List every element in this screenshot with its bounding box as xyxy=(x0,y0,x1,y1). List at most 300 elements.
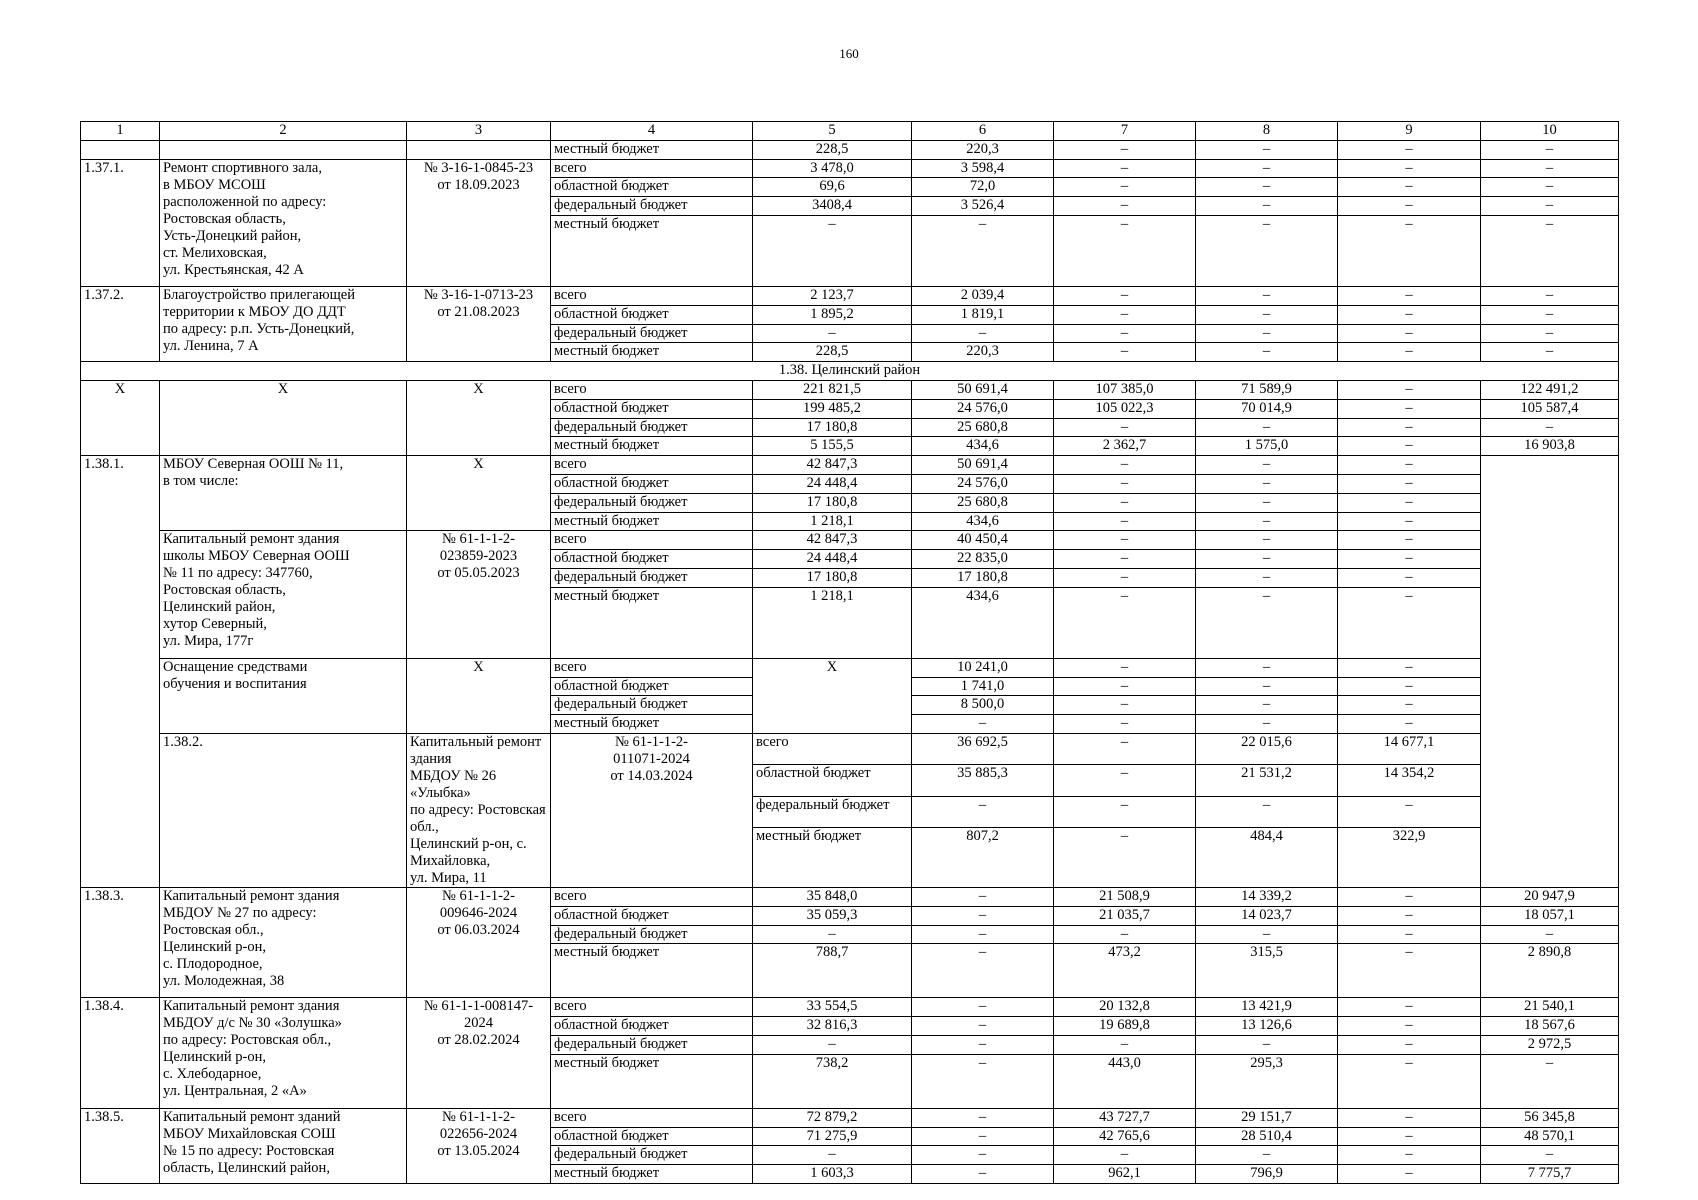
name-cell xyxy=(160,140,407,159)
value-cell: – xyxy=(1054,343,1196,362)
value-cell: – xyxy=(1054,456,1196,475)
value-cell: 199 485,2 xyxy=(753,399,912,418)
value-cell: – xyxy=(1054,925,1196,944)
doc-cell: Х xyxy=(407,658,551,733)
value-cell: – xyxy=(1481,1054,1619,1108)
num-cell: 1.38.1. xyxy=(81,456,160,888)
value-cell: 18 567,6 xyxy=(1481,1017,1619,1036)
table-row xyxy=(81,733,1619,764)
value-cell: – xyxy=(1481,215,1619,286)
value-cell: 443,0 xyxy=(1054,1054,1196,1108)
source-cell: федеральный бюджет xyxy=(551,1035,753,1054)
value-cell: 14 339,2 xyxy=(1196,887,1338,906)
header-row xyxy=(81,122,1619,141)
value-cell: – xyxy=(1338,696,1481,715)
table-row xyxy=(81,998,1619,1017)
value-cell: 10 241,0 xyxy=(912,658,1054,677)
value-cell: – xyxy=(912,715,1054,734)
value-cell: – xyxy=(1481,1146,1619,1165)
value-cell: – xyxy=(1338,677,1481,696)
value-cell: – xyxy=(1338,305,1481,324)
name-cell: Капитальный ремонт зданий МБОУ Михайловская СОШ № 15 по адресу: Ростовская область, Целинский район, xyxy=(160,1108,407,1183)
value-cell: – xyxy=(1196,715,1338,734)
value-cell: 21 508,9 xyxy=(1054,887,1196,906)
source-cell: всего xyxy=(551,887,753,906)
value-cell: – xyxy=(1338,512,1481,531)
value-cell: 220,3 xyxy=(912,140,1054,159)
value-cell: 72,0 xyxy=(912,178,1054,197)
value-cell: – xyxy=(1338,456,1481,475)
value-cell: – xyxy=(1054,286,1196,305)
value-cell: 36 692,5 xyxy=(912,733,1054,764)
value-cell: – xyxy=(1338,1127,1481,1146)
value-cell: 16 903,8 xyxy=(1481,437,1619,456)
header-cell: 5 xyxy=(753,122,912,141)
value-cell: – xyxy=(753,1146,912,1165)
value-cell: 42 847,3 xyxy=(753,531,912,550)
doc-cell: № 61-1-1-2- 011071-2024 от 14.03.2024 xyxy=(551,733,753,887)
value-cell: – xyxy=(912,925,1054,944)
value-cell: – xyxy=(1054,197,1196,216)
source-cell: местный бюджет xyxy=(551,140,753,159)
value-cell: – xyxy=(1338,1054,1481,1108)
header-cell: 7 xyxy=(1054,122,1196,141)
value-cell: 473,2 xyxy=(1054,944,1196,998)
value-cell: – xyxy=(1054,677,1196,696)
value-cell: – xyxy=(1054,159,1196,178)
value-cell: 43 727,7 xyxy=(1054,1108,1196,1127)
source-cell: всего xyxy=(551,159,753,178)
value-cell: – xyxy=(1054,474,1196,493)
source-cell: федеральный бюджет xyxy=(551,568,753,587)
value-cell: – xyxy=(1338,550,1481,569)
value-cell: 1 218,1 xyxy=(753,512,912,531)
value-cell: – xyxy=(1338,1108,1481,1127)
doc-cell: № 61-1-1-2- 023859-2023 от 05.05.2023 xyxy=(407,531,551,658)
table-row xyxy=(81,140,1619,159)
value-cell: 33 554,5 xyxy=(753,998,912,1017)
value-cell: 3408,4 xyxy=(753,197,912,216)
name-cell: Капитальный ремонт здания МБДОУ № 26 «Улыбка» по адресу: Ростовская обл., Целинский р-он, с. Михайловка, ул. Мира, 11 xyxy=(407,733,551,887)
value-cell: 17 180,8 xyxy=(753,568,912,587)
doc-cell: № 3-16-1-0713-23 от 21.08.2023 xyxy=(407,286,551,361)
value-cell: – xyxy=(1196,493,1338,512)
source-cell: местный бюджет xyxy=(551,215,753,286)
value-cell: 21 540,1 xyxy=(1481,998,1619,1017)
value-cell: 2 972,5 xyxy=(1481,1035,1619,1054)
num-cell: 1.37.2. xyxy=(81,286,160,361)
value-cell: 1 575,0 xyxy=(1196,437,1338,456)
value-cell: 434,6 xyxy=(912,512,1054,531)
value-cell: – xyxy=(1054,765,1196,796)
source-cell: местный бюджет xyxy=(551,512,753,531)
value-cell: 50 691,4 xyxy=(912,380,1054,399)
value-cell: – xyxy=(1338,215,1481,286)
header-cell: 1 xyxy=(81,122,160,141)
value-cell: – xyxy=(1338,944,1481,998)
source-cell: федеральный бюджет xyxy=(551,1146,753,1165)
value-cell: 2 123,7 xyxy=(753,286,912,305)
source-cell: всего xyxy=(551,456,753,475)
value-cell: 13 421,9 xyxy=(1196,998,1338,1017)
header-cell: 6 xyxy=(912,122,1054,141)
value-cell: – xyxy=(753,215,912,286)
value-cell: 484,4 xyxy=(1196,827,1338,887)
value-cell: 20 947,9 xyxy=(1481,887,1619,906)
value-cell: – xyxy=(753,324,912,343)
source-cell: федеральный бюджет xyxy=(551,324,753,343)
source-cell: федеральный бюджет xyxy=(551,925,753,944)
source-cell: федеральный бюджет xyxy=(551,418,753,437)
value-cell: – xyxy=(912,998,1054,1017)
source-cell: всего xyxy=(753,733,912,764)
value-cell: – xyxy=(1196,925,1338,944)
source-cell: местный бюджет xyxy=(551,1165,753,1184)
value-cell: – xyxy=(1481,925,1619,944)
value-cell: – xyxy=(1338,493,1481,512)
num-cell: 1.38.2. xyxy=(160,733,407,887)
value-cell: 32 816,3 xyxy=(753,1017,912,1036)
value-cell: – xyxy=(1338,343,1481,362)
value-cell: – xyxy=(1338,715,1481,734)
value-cell: – xyxy=(1054,796,1196,827)
value-cell: 220,3 xyxy=(912,343,1054,362)
value-cell: 434,6 xyxy=(912,437,1054,456)
value-cell: 72 879,2 xyxy=(753,1108,912,1127)
value-cell: – xyxy=(753,1035,912,1054)
doc-cell: № 61-1-1-2- 009646-2024 от 06.03.2024 xyxy=(407,887,551,997)
value-cell: – xyxy=(1196,456,1338,475)
value-cell: – xyxy=(1196,343,1338,362)
value-cell: – xyxy=(1338,1035,1481,1054)
source-cell: местный бюджет xyxy=(753,827,912,887)
source-cell: областной бюджет xyxy=(551,474,753,493)
value-cell: 228,5 xyxy=(753,343,912,362)
value-cell: – xyxy=(1338,140,1481,159)
value-cell: 3 526,4 xyxy=(912,197,1054,216)
value-cell: – xyxy=(912,796,1054,827)
source-cell: местный бюджет xyxy=(551,343,753,362)
table-row xyxy=(81,1108,1619,1127)
value-cell: 48 570,1 xyxy=(1481,1127,1619,1146)
value-cell: – xyxy=(1196,677,1338,696)
value-cell: – xyxy=(1338,925,1481,944)
value-cell: – xyxy=(912,887,1054,906)
value-cell: – xyxy=(1338,197,1481,216)
value-cell: – xyxy=(1196,286,1338,305)
x-cell: Х xyxy=(753,658,912,733)
doc-cell xyxy=(407,140,551,159)
budget-table xyxy=(80,121,1619,1184)
value-cell: 295,3 xyxy=(1196,1054,1338,1108)
value-cell: – xyxy=(912,1165,1054,1184)
value-cell: 14 354,2 xyxy=(1338,765,1481,796)
value-cell xyxy=(1481,456,1619,888)
value-cell: 20 132,8 xyxy=(1054,998,1196,1017)
value-cell: – xyxy=(1338,437,1481,456)
value-cell: 2 039,4 xyxy=(912,286,1054,305)
table-row xyxy=(81,531,1619,550)
source-cell: областной бюджет xyxy=(551,305,753,324)
value-cell: 71 275,9 xyxy=(753,1127,912,1146)
value-cell: – xyxy=(1054,140,1196,159)
value-cell: – xyxy=(1196,140,1338,159)
num-cell: 1.37.1. xyxy=(81,159,160,286)
value-cell: 42 765,6 xyxy=(1054,1127,1196,1146)
x-cell: Х xyxy=(407,380,551,455)
source-cell: областной бюджет xyxy=(551,677,753,696)
value-cell: – xyxy=(912,944,1054,998)
name-cell: Оснащение средствами обучения и воспитания xyxy=(160,658,407,733)
header-cell: 9 xyxy=(1338,122,1481,141)
value-cell: 69,6 xyxy=(753,178,912,197)
value-cell: – xyxy=(1054,215,1196,286)
value-cell: 122 491,2 xyxy=(1481,380,1619,399)
value-cell: 40 450,4 xyxy=(912,531,1054,550)
value-cell: – xyxy=(1196,512,1338,531)
doc-cell: № 3-16-1-0845-23 от 18.09.2023 xyxy=(407,159,551,286)
value-cell: – xyxy=(1338,418,1481,437)
header-cell: 4 xyxy=(551,122,753,141)
page-number: 160 xyxy=(839,46,859,61)
value-cell: 29 151,7 xyxy=(1196,1108,1338,1127)
value-cell: 71 589,9 xyxy=(1196,380,1338,399)
source-cell: областной бюджет xyxy=(551,550,753,569)
value-cell: 28 510,4 xyxy=(1196,1127,1338,1146)
value-cell: 35 885,3 xyxy=(912,765,1054,796)
value-cell: – xyxy=(1196,796,1338,827)
name-cell: Капитальный ремонт здания школы МБОУ Северная ООШ № 11 по адресу: 347760, Ростовская область, Целинский район, хутор Северный, ул. Мира, 177г xyxy=(160,531,407,658)
source-cell: всего xyxy=(551,998,753,1017)
value-cell: 18 057,1 xyxy=(1481,906,1619,925)
num-cell: 1.38.3. xyxy=(81,887,160,997)
value-cell: – xyxy=(1338,1017,1481,1036)
header-cell: 2 xyxy=(160,122,407,141)
value-cell: – xyxy=(1481,418,1619,437)
source-cell: областной бюджет xyxy=(551,906,753,925)
value-cell: 1 819,1 xyxy=(912,305,1054,324)
num-cell: 1.38.5. xyxy=(81,1108,160,1183)
value-cell: – xyxy=(1196,159,1338,178)
source-cell: областной бюджет xyxy=(551,1017,753,1036)
value-cell: – xyxy=(912,1035,1054,1054)
value-cell: 2 890,8 xyxy=(1481,944,1619,998)
source-cell: местный бюджет xyxy=(551,1054,753,1108)
value-cell: 19 689,8 xyxy=(1054,1017,1196,1036)
num-cell xyxy=(81,140,160,159)
value-cell: 22 015,6 xyxy=(1196,733,1338,764)
value-cell: 228,5 xyxy=(753,140,912,159)
value-cell: 22 835,0 xyxy=(912,550,1054,569)
value-cell: – xyxy=(1054,1146,1196,1165)
value-cell: – xyxy=(1338,906,1481,925)
value-cell: – xyxy=(1196,658,1338,677)
value-cell: – xyxy=(1054,587,1196,658)
source-cell: областной бюджет xyxy=(551,178,753,197)
table-row xyxy=(81,380,1619,399)
value-cell: – xyxy=(1196,474,1338,493)
value-cell: – xyxy=(1054,512,1196,531)
value-cell: – xyxy=(1054,418,1196,437)
doc-cell: Х xyxy=(407,456,551,531)
x-cell: Х xyxy=(81,380,160,455)
value-cell: 788,7 xyxy=(753,944,912,998)
value-cell: 738,2 xyxy=(753,1054,912,1108)
value-cell: 70 014,9 xyxy=(1196,399,1338,418)
value-cell: – xyxy=(1054,178,1196,197)
source-cell: местный бюджет xyxy=(551,944,753,998)
table-row xyxy=(81,159,1619,178)
value-cell: – xyxy=(1338,796,1481,827)
value-cell: – xyxy=(1481,343,1619,362)
value-cell: 14 023,7 xyxy=(1196,906,1338,925)
header-cell: 8 xyxy=(1196,122,1338,141)
value-cell: – xyxy=(1338,568,1481,587)
doc-cell: № 61-1-1-008147- 2024 от 28.02.2024 xyxy=(407,998,551,1108)
value-cell: 107 385,0 xyxy=(1054,380,1196,399)
value-cell: 1 218,1 xyxy=(753,587,912,658)
value-cell: – xyxy=(1196,696,1338,715)
source-cell: местный бюджет xyxy=(551,715,753,734)
value-cell: 3 598,4 xyxy=(912,159,1054,178)
value-cell: – xyxy=(1338,159,1481,178)
source-cell: всего xyxy=(551,286,753,305)
value-cell: – xyxy=(1481,140,1619,159)
value-cell: 7 775,7 xyxy=(1481,1165,1619,1184)
value-cell: – xyxy=(1481,197,1619,216)
value-cell: – xyxy=(1054,733,1196,764)
value-cell: 807,2 xyxy=(912,827,1054,887)
value-cell: – xyxy=(1338,658,1481,677)
value-cell: – xyxy=(1196,531,1338,550)
value-cell: – xyxy=(1054,493,1196,512)
value-cell: – xyxy=(1338,474,1481,493)
source-cell: областной бюджет xyxy=(551,399,753,418)
source-cell: федеральный бюджет xyxy=(551,696,753,715)
source-cell: всего xyxy=(551,658,753,677)
source-cell: всего xyxy=(551,1108,753,1127)
value-cell: – xyxy=(1338,531,1481,550)
value-cell: – xyxy=(1338,1165,1481,1184)
value-cell: – xyxy=(1196,178,1338,197)
value-cell: – xyxy=(1054,305,1196,324)
value-cell: 962,1 xyxy=(1054,1165,1196,1184)
value-cell: – xyxy=(1338,286,1481,305)
value-cell: 50 691,4 xyxy=(912,456,1054,475)
section-row xyxy=(81,362,1619,381)
value-cell: 2 362,7 xyxy=(1054,437,1196,456)
value-cell: 8 500,0 xyxy=(912,696,1054,715)
num-cell: 1.38.4. xyxy=(81,998,160,1108)
table-row xyxy=(81,456,1619,475)
value-cell: – xyxy=(1481,178,1619,197)
value-cell: – xyxy=(1338,587,1481,658)
value-cell: 1 895,2 xyxy=(753,305,912,324)
value-cell: – xyxy=(1338,998,1481,1017)
value-cell: – xyxy=(1054,715,1196,734)
source-cell: областной бюджет xyxy=(551,1127,753,1146)
value-cell: 25 680,8 xyxy=(912,493,1054,512)
table-row xyxy=(81,887,1619,906)
value-cell: – xyxy=(912,324,1054,343)
value-cell: 24 576,0 xyxy=(912,474,1054,493)
value-cell: 25 680,8 xyxy=(912,418,1054,437)
value-cell: 35 848,0 xyxy=(753,887,912,906)
value-cell: – xyxy=(1196,215,1338,286)
value-cell: 21 531,2 xyxy=(1196,765,1338,796)
value-cell: 24 448,4 xyxy=(753,550,912,569)
value-cell: 21 035,7 xyxy=(1054,906,1196,925)
table-row xyxy=(81,658,1619,677)
name-cell: Капитальный ремонт здания МБДОУ № 27 по адресу: Ростовская обл., Целинский р-он, с. Плодородное, ул. Молодежная, 38 xyxy=(160,887,407,997)
source-cell: федеральный бюджет xyxy=(551,493,753,512)
value-cell: – xyxy=(1054,550,1196,569)
value-cell: – xyxy=(912,1017,1054,1036)
value-cell: – xyxy=(1338,324,1481,343)
value-cell: – xyxy=(1196,1146,1338,1165)
header-cell: 10 xyxy=(1481,122,1619,141)
value-cell: – xyxy=(1481,305,1619,324)
doc-cell: № 61-1-1-2- 022656-2024 от 13.05.2024 xyxy=(407,1108,551,1183)
value-cell: – xyxy=(1054,658,1196,677)
name-cell: Благоустройство прилегающей территории к МБОУ ДО ДДТ по адресу: р.п. Усть-Донецкий, ул. Ленина, 7 А xyxy=(160,286,407,361)
x-cell: Х xyxy=(160,380,407,455)
value-cell: – xyxy=(1054,531,1196,550)
value-cell: 105 587,4 xyxy=(1481,399,1619,418)
value-cell: 17 180,8 xyxy=(753,418,912,437)
value-cell: – xyxy=(1196,305,1338,324)
value-cell: – xyxy=(1054,1035,1196,1054)
value-cell: 13 126,6 xyxy=(1196,1017,1338,1036)
name-cell: Ремонт спортивного зала, в МБОУ МСОШ расположенной по адресу: Ростовская область, Усть-Донецкий район, ст. Мелиховская, ул. Крестьянская, 42 А xyxy=(160,159,407,286)
source-cell: местный бюджет xyxy=(551,587,753,658)
source-cell: федеральный бюджет xyxy=(753,796,912,827)
value-cell: 1 741,0 xyxy=(912,677,1054,696)
value-cell: 315,5 xyxy=(1196,944,1338,998)
value-cell: 24 448,4 xyxy=(753,474,912,493)
value-cell: 3 478,0 xyxy=(753,159,912,178)
value-cell: – xyxy=(912,215,1054,286)
header-cell: 3 xyxy=(407,122,551,141)
value-cell: – xyxy=(1054,827,1196,887)
value-cell: – xyxy=(1054,324,1196,343)
value-cell: – xyxy=(1338,178,1481,197)
value-cell: – xyxy=(1338,399,1481,418)
value-cell: – xyxy=(1338,887,1481,906)
value-cell: – xyxy=(912,1127,1054,1146)
value-cell: 17 180,8 xyxy=(753,493,912,512)
value-cell: – xyxy=(1196,324,1338,343)
value-cell: 221 821,5 xyxy=(753,380,912,399)
value-cell: 1 603,3 xyxy=(753,1165,912,1184)
value-cell: – xyxy=(1196,587,1338,658)
value-cell: – xyxy=(1196,568,1338,587)
source-cell: федеральный бюджет xyxy=(551,197,753,216)
source-cell: всего xyxy=(551,380,753,399)
value-cell: – xyxy=(1196,197,1338,216)
value-cell: – xyxy=(1054,568,1196,587)
value-cell: – xyxy=(1481,159,1619,178)
value-cell: 56 345,8 xyxy=(1481,1108,1619,1127)
value-cell: 42 847,3 xyxy=(753,456,912,475)
name-cell: Капитальный ремонт здания МБДОУ д/с № 30 «Золушка» по адресу: Ростовская обл., Целинский р-он, с. Хлебодарное, ул. Центральная, 2 «А» xyxy=(160,998,407,1108)
value-cell: – xyxy=(1338,380,1481,399)
name-cell: МБОУ Северная ООШ № 11, в том числе: xyxy=(160,456,407,531)
value-cell: – xyxy=(1481,324,1619,343)
value-cell: – xyxy=(1338,1146,1481,1165)
value-cell: – xyxy=(1481,286,1619,305)
table-row xyxy=(81,286,1619,305)
